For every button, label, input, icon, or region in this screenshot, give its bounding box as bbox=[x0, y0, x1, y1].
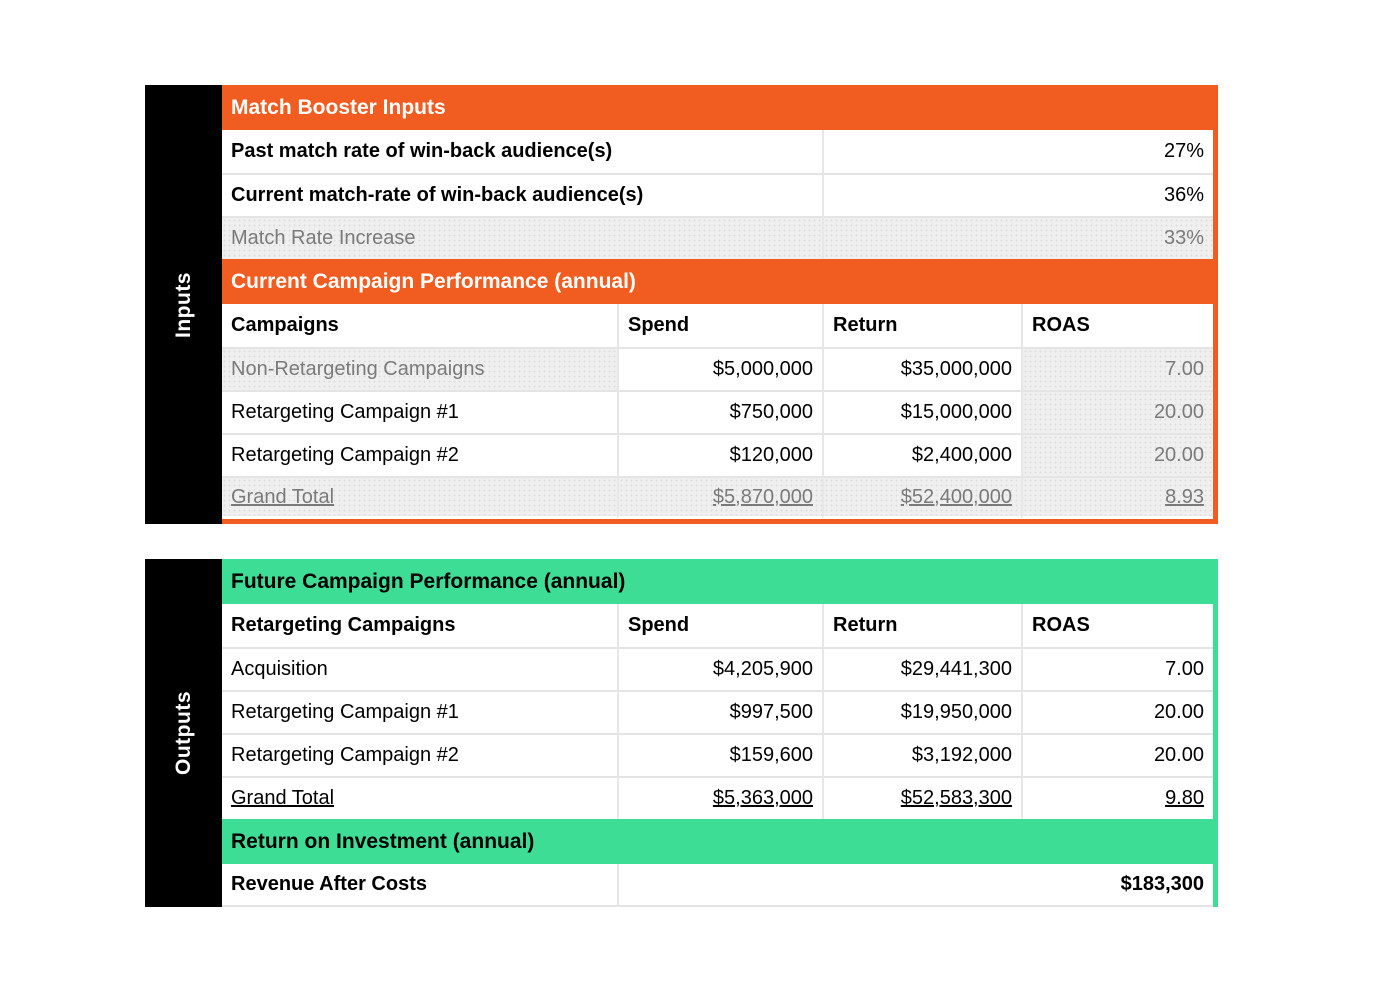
roas-cell: 7.00 bbox=[1021, 347, 1213, 390]
outputs-block bbox=[145, 559, 1218, 907]
roas-cell: 20.00 bbox=[1021, 433, 1213, 476]
col-header-retargeting-campaigns: Retargeting Campaigns bbox=[222, 604, 617, 647]
table-row bbox=[222, 173, 1213, 216]
spend-cell[interactable]: $120,000 bbox=[617, 433, 822, 476]
grand-total-spend: $5,363,000 bbox=[617, 776, 822, 819]
outputs-sidebar bbox=[145, 559, 222, 907]
outputs-frame bbox=[222, 559, 1218, 907]
roas-cell: 20.00 bbox=[1021, 733, 1213, 776]
spend-cell[interactable]: $750,000 bbox=[617, 390, 822, 433]
grand-total-label: Grand Total bbox=[222, 776, 617, 819]
return-cell: $19,950,000 bbox=[822, 690, 1021, 733]
roas-cell: 7.00 bbox=[1021, 647, 1213, 690]
campaign-name-cell[interactable]: Retargeting Campaign #1 bbox=[222, 390, 617, 433]
return-cell[interactable]: $2,400,000 bbox=[822, 433, 1021, 476]
column-header-row bbox=[222, 304, 1213, 347]
campaign-name-cell: Retargeting Campaign #2 bbox=[222, 733, 617, 776]
column-header-row bbox=[222, 604, 1213, 647]
revenue-after-costs-row bbox=[222, 864, 1213, 907]
past-match-rate-value[interactable]: 27% bbox=[822, 130, 1213, 173]
return-cell[interactable]: $15,000,000 bbox=[822, 390, 1021, 433]
col-header-return: Return bbox=[822, 604, 1021, 647]
spend-cell: $997,500 bbox=[617, 690, 822, 733]
grand-total-row bbox=[222, 476, 1213, 519]
table-row bbox=[222, 130, 1213, 173]
revenue-after-costs-value: $183,300 bbox=[617, 864, 1213, 907]
campaign-name-cell: Acquisition bbox=[222, 647, 617, 690]
table-row bbox=[222, 390, 1213, 433]
revenue-after-costs-label: Revenue After Costs bbox=[222, 864, 617, 907]
grand-total-label: Grand Total bbox=[222, 476, 617, 519]
inputs-frame bbox=[222, 85, 1218, 524]
outputs-sidebar-label: Outputs bbox=[171, 691, 195, 775]
table-row bbox=[222, 347, 1213, 390]
roas-cell: 20.00 bbox=[1021, 390, 1213, 433]
return-cell[interactable]: $35,000,000 bbox=[822, 347, 1021, 390]
table-row bbox=[222, 733, 1213, 776]
current-match-rate-value[interactable]: 36% bbox=[822, 173, 1213, 216]
grand-total-return: $52,583,300 bbox=[822, 776, 1021, 819]
grand-total-spend: $5,870,000 bbox=[617, 476, 822, 519]
table-row bbox=[222, 647, 1213, 690]
current-match-rate-label: Current match-rate of win-back audience(s) bbox=[222, 173, 822, 216]
campaign-name-cell: Non-Retargeting Campaigns bbox=[222, 347, 617, 390]
spend-cell: $159,600 bbox=[617, 733, 822, 776]
future-performance-header: Future Campaign Performance (annual) bbox=[222, 559, 1213, 604]
match-booster-header: Match Booster Inputs bbox=[222, 85, 1213, 130]
return-cell: $3,192,000 bbox=[822, 733, 1021, 776]
col-header-return: Return bbox=[822, 304, 1021, 347]
current-performance-table bbox=[222, 304, 1213, 519]
inputs-sidebar bbox=[145, 85, 222, 524]
col-header-roas: ROAS bbox=[1021, 304, 1213, 347]
past-match-rate-label: Past match rate of win-back audience(s) bbox=[222, 130, 822, 173]
table-row bbox=[222, 216, 1213, 259]
spend-cell[interactable]: $5,000,000 bbox=[617, 347, 822, 390]
match-rate-increase-label: Match Rate Increase bbox=[222, 216, 822, 259]
future-performance-table bbox=[222, 604, 1213, 819]
grand-total-roas: 8.93 bbox=[1021, 476, 1213, 519]
table-row bbox=[222, 433, 1213, 476]
grand-total-roas: 9.80 bbox=[1021, 776, 1213, 819]
match-booster-rows bbox=[222, 130, 1213, 259]
roas-cell: 20.00 bbox=[1021, 690, 1213, 733]
campaign-name-cell: Retargeting Campaign #1 bbox=[222, 690, 617, 733]
col-header-campaigns: Campaigns bbox=[222, 304, 617, 347]
roi-header: Return on Investment (annual) bbox=[222, 819, 1213, 864]
col-header-spend: Spend bbox=[617, 304, 822, 347]
return-cell: $29,441,300 bbox=[822, 647, 1021, 690]
grand-total-row bbox=[222, 776, 1213, 819]
current-performance-header: Current Campaign Performance (annual) bbox=[222, 259, 1213, 304]
spend-cell: $4,205,900 bbox=[617, 647, 822, 690]
campaign-name-cell[interactable]: Retargeting Campaign #2 bbox=[222, 433, 617, 476]
col-header-spend: Spend bbox=[617, 604, 822, 647]
col-header-roas: ROAS bbox=[1021, 604, 1213, 647]
match-rate-increase-value: 33% bbox=[822, 216, 1213, 259]
inputs-block bbox=[145, 85, 1218, 524]
inputs-sidebar-label: Inputs bbox=[171, 271, 195, 338]
grand-total-return: $52,400,000 bbox=[822, 476, 1021, 519]
table-row bbox=[222, 690, 1213, 733]
roi-table bbox=[222, 864, 1213, 907]
